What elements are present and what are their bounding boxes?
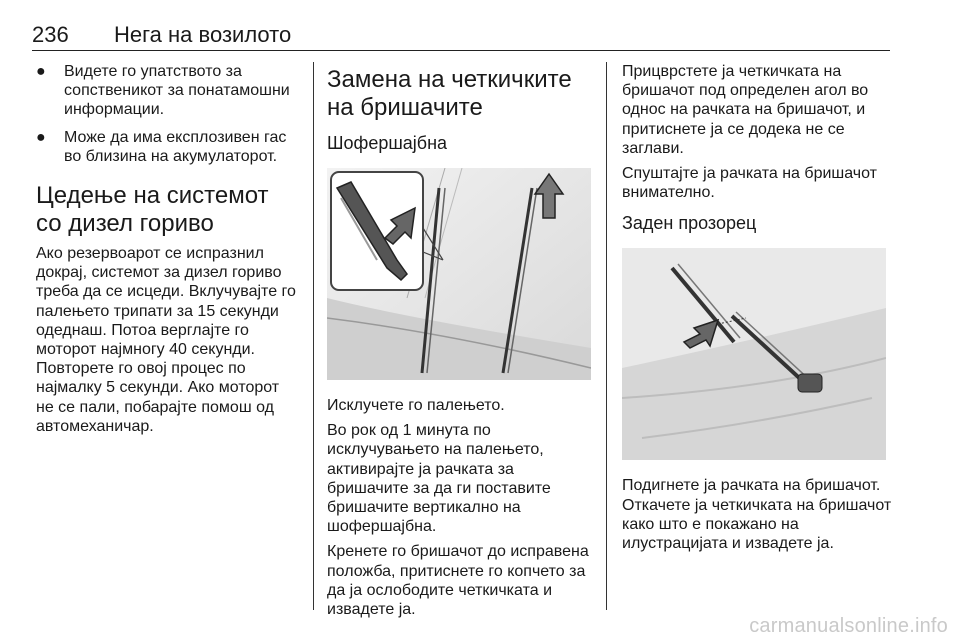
step-attach-blade: Прицврстете ја четкичката на бришачот под определен агол во однос на рачката на бришачот, и притиснете ја се додека не се заглави.	[622, 63, 869, 157]
page-header	[32, 20, 890, 51]
bullet-dot-icon: ●	[36, 128, 46, 146]
step-remove-rear-blade: Подигнете ја рачката на бришачот. Откачете ја четкичката на бришачот како што е покажано на илустрацијата и извадете ја.	[622, 477, 892, 553]
subheading-windscreen: Шофершајбна	[327, 133, 448, 153]
step-release-blade: Кренете го бришачот до исправена положба, притиснете го копчето за да ја ослободите четкичката и извадете ја.	[327, 543, 589, 619]
step-lower-arm: Спуштајте ја рачката на бришачот внимателно.	[622, 165, 877, 202]
watermark: carmanualsonline.info	[749, 615, 948, 637]
subheading-rear-window: Заден прозорец	[622, 213, 757, 234]
step-ignition-off: Исклучете го палењето.	[327, 397, 505, 414]
windscreen-wiper-illustration	[327, 168, 591, 380]
bullet-item	[36, 62, 298, 120]
bullet-text: Може да има експлозивен гас во близина на акумулаторот.	[64, 128, 287, 165]
page-title: Нега на возилото	[114, 22, 292, 47]
page-number: 236	[32, 22, 69, 47]
column-middle	[327, 62, 595, 625]
section-heading-diesel: Цедење на системот со дизел гориво	[36, 182, 269, 238]
diesel-paragraph: Ако резервоарот се испразнил докрај, системот за дизел гориво треба да се исцеди. Вклучувајте го палењето трипати за 15 секунди одеднаш. Потоа верглајте го моторот најмногу 40 секунди. Повторете го овој процес по најмалку 5 секунди. Ако моторот не се пали, побарајте помош од автомеханичар.	[36, 245, 296, 435]
section-heading-wipers: Замена на четкичките на бришачите	[327, 66, 572, 121]
step-activate-lever: Во рок од 1 минута по исклучувањето на палењето, активирајте ја рачката за бришачите за да ги поставите бришачите вертикално на шофершајбна.	[327, 422, 551, 536]
column-divider	[606, 62, 607, 610]
bullet-item	[36, 128, 298, 166]
column-divider	[313, 62, 314, 610]
rear-wiper-illustration	[622, 248, 886, 460]
bullet-dot-icon: ●	[36, 63, 46, 80]
column-left	[36, 62, 298, 442]
column-right	[622, 62, 894, 559]
bullet-text: Видете го упатството за сопственикот за понатамошни информации.	[64, 63, 290, 119]
